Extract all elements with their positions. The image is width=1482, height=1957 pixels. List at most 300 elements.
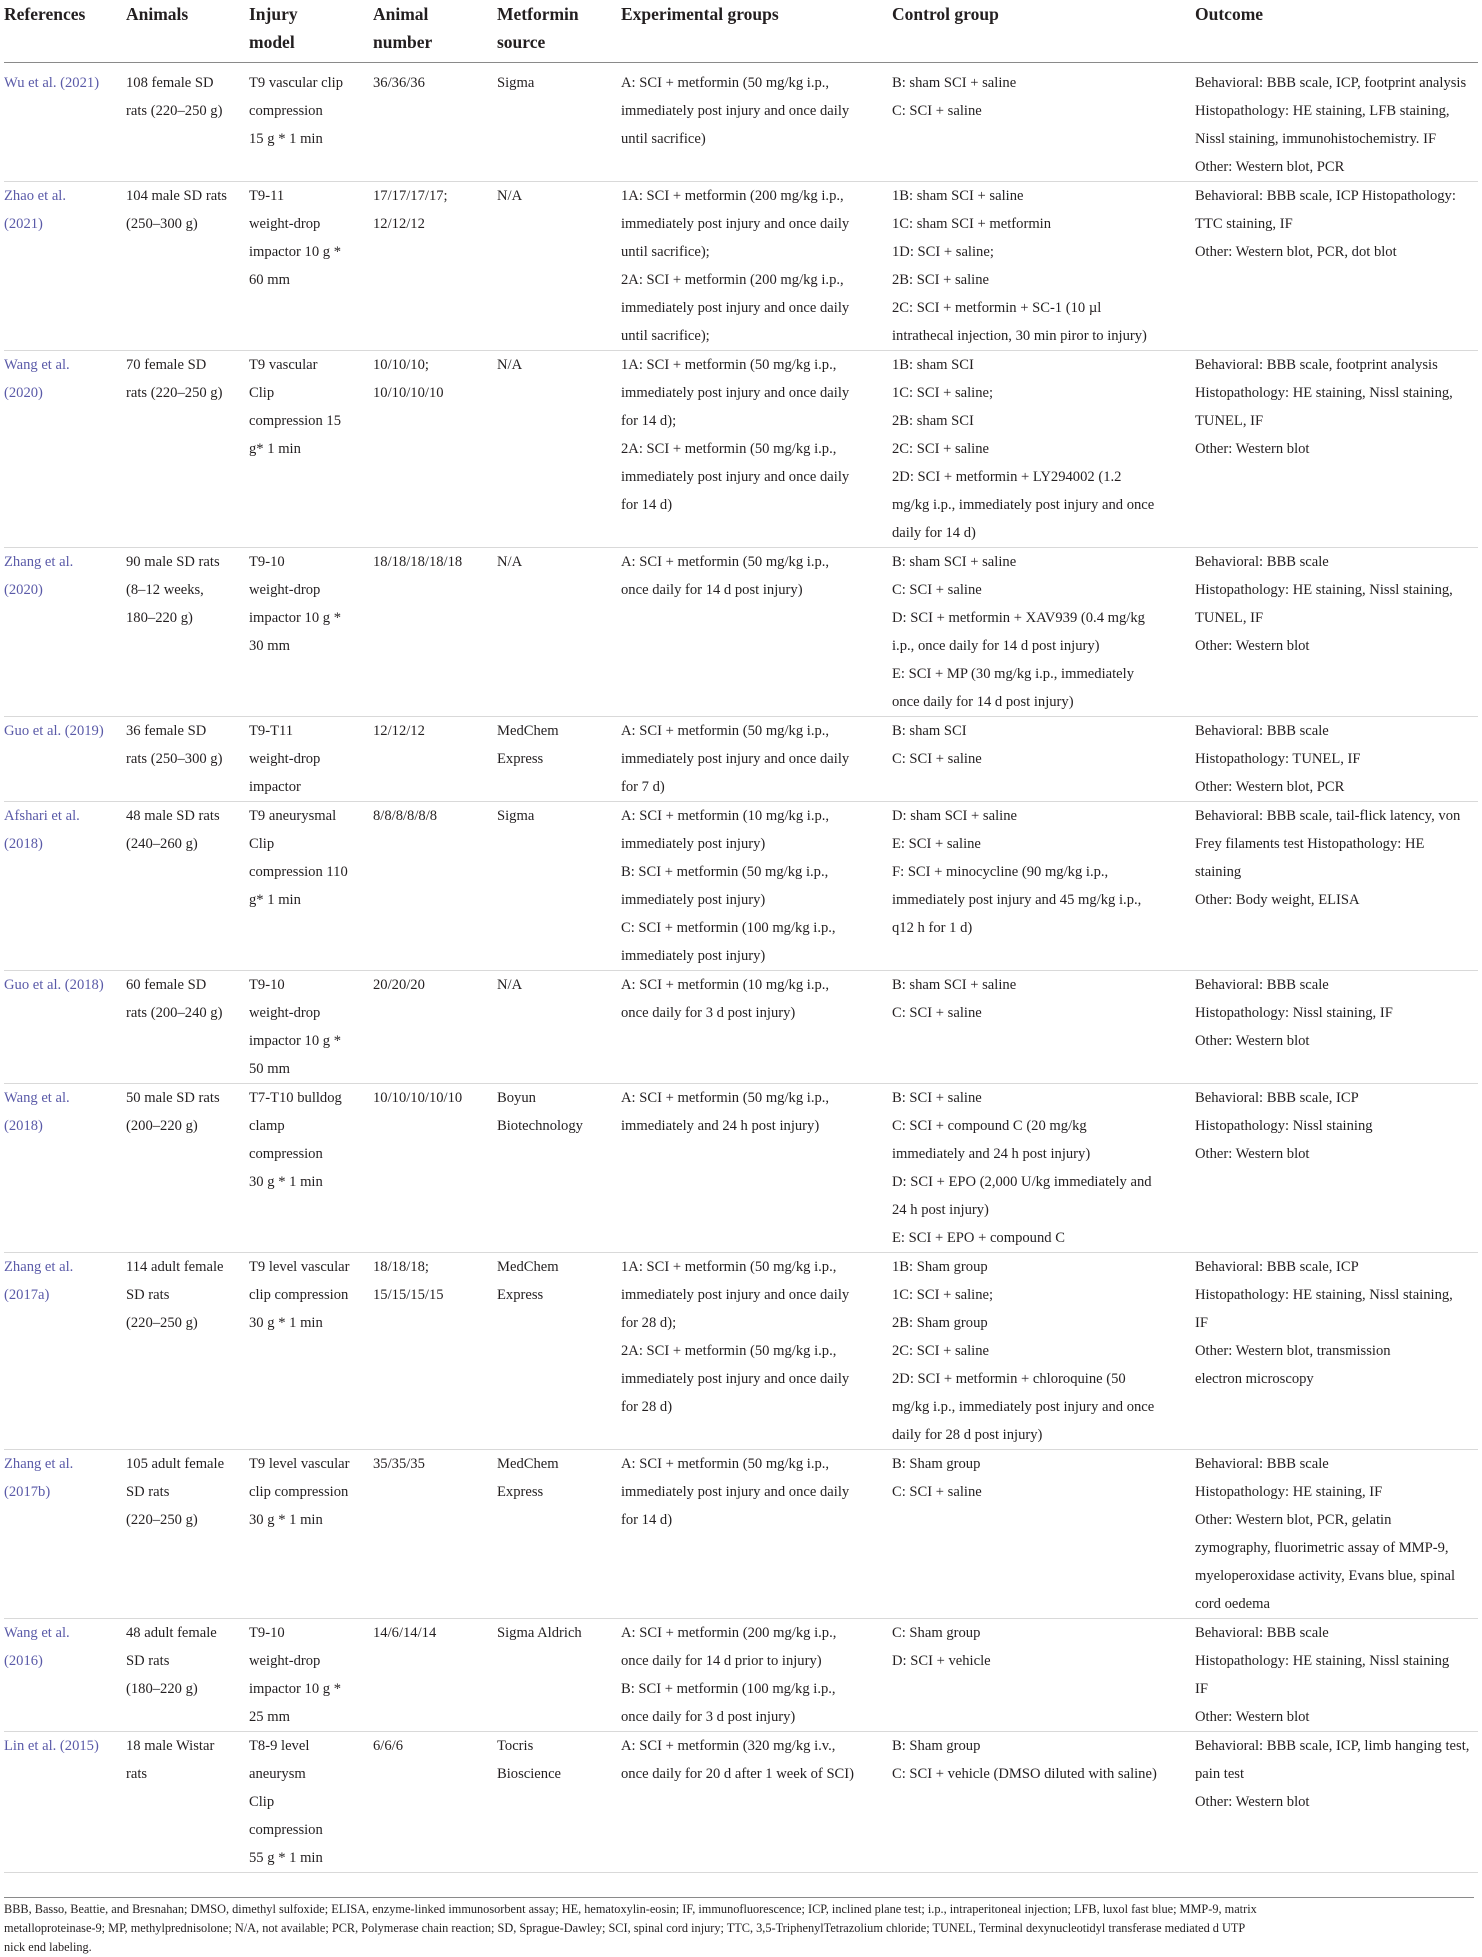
experimental-groups-cell-line: until sacrifice); [621, 243, 710, 260]
animal-number-cell [373, 1449, 497, 1618]
experimental-groups-cell-line: immediately post injury and once daily [621, 468, 850, 485]
control-group-cell-line: 1B: Sham group [892, 1258, 988, 1275]
outcome-cell-line: Histopathology: HE staining, Nissl staining, [1195, 1286, 1453, 1303]
animals-cell [126, 62, 249, 181]
table-row [4, 1449, 1478, 1618]
experimental-groups-cell-line: immediately and 24 h post injury) [621, 1117, 820, 1134]
source-cell-line: Boyun [497, 1089, 536, 1106]
animals-cell [126, 181, 249, 350]
source-cell [497, 1252, 621, 1449]
injury-model-cell-line: weight-drop [249, 1004, 321, 1021]
experimental-groups-cell-line: for 14 d); [621, 412, 677, 429]
control-group-cell [892, 1083, 1195, 1252]
control-group-cell [892, 1252, 1195, 1449]
reference-cell[interactable] [4, 1449, 126, 1618]
experimental-groups-cell-line: once daily for 14 d post injury) [621, 581, 803, 598]
reference-cell-line: Wang et al. [4, 1089, 70, 1106]
injury-model-cell-line: compression [249, 1821, 323, 1838]
table-footnote [4, 1897, 1474, 1957]
experimental-groups-cell [621, 1731, 892, 1872]
injury-model-cell-line: 60 mm [249, 271, 290, 288]
source-cell-line: Biotechnology [497, 1117, 583, 1134]
animal-number-cell-line: 15/15/15/15 [373, 1286, 444, 1303]
outcome-cell-line: Histopathology: HE staining, LFB staining, [1195, 102, 1450, 119]
injury-model-cell-line: 25 mm [249, 1708, 290, 1725]
reference-cell[interactable] [4, 1731, 126, 1872]
outcome-cell-line: Other: Western blot, PCR, gelatin [1195, 1511, 1392, 1528]
footnote-line: nick end labeling. [4, 1940, 92, 1954]
control-group-cell-line: D: SCI + EPO (2,000 U/kg immediately and [892, 1173, 1152, 1190]
control-group-cell-line: C: SCI + saline [892, 750, 982, 767]
source-cell [497, 970, 621, 1083]
outcome-cell-line: Other: Western blot [1195, 440, 1310, 457]
source-cell-line: N/A [497, 356, 523, 373]
column-header-animal-number [373, 0, 497, 62]
experimental-groups-cell-line: until sacrifice) [621, 130, 706, 147]
animals-cell [126, 1618, 249, 1731]
control-group-cell-line: B: SCI + saline [892, 1089, 982, 1106]
control-group-cell-line: C: SCI + vehicle (DMSO diluted with saline) [892, 1765, 1157, 1782]
experimental-groups-cell [621, 62, 892, 181]
injury-model-cell-line: T9-10 [249, 976, 285, 993]
injury-model-cell-line: T7-T10 bulldog [249, 1089, 342, 1106]
outcome-cell-line: Behavioral: BBB scale [1195, 976, 1329, 993]
animals-cell-line: (180–220 g) [126, 1680, 198, 1697]
source-cell [497, 1731, 621, 1872]
animals-cell-line: 48 adult female [126, 1624, 217, 1641]
injury-model-cell-line: impactor 10 g * [249, 1032, 342, 1049]
experimental-groups-cell [621, 801, 892, 970]
animal-number-cell-line: 14/6/14/14 [373, 1624, 437, 1641]
column-header-line: Metformin [497, 4, 579, 24]
injury-model-cell-line: T9 level vascular [249, 1455, 350, 1472]
experimental-groups-cell-line: immediately post injury and once daily [621, 1286, 850, 1303]
injury-model-cell-line: impactor 10 g * [249, 243, 342, 260]
column-header-line: Animals [126, 4, 189, 24]
control-group-cell-line: B: sham SCI + saline [892, 976, 1017, 993]
control-group-cell-line: 1D: SCI + saline; [892, 243, 994, 260]
experimental-groups-cell-line: for 14 d) [621, 496, 673, 513]
outcome-cell [1195, 1618, 1478, 1731]
source-cell-line: Express [497, 1286, 544, 1303]
experimental-groups-cell [621, 350, 892, 547]
experimental-groups-cell [621, 1449, 892, 1618]
table-header [4, 0, 1478, 62]
source-cell-line: MedChem [497, 1258, 559, 1275]
animals-cell-line: SD rats [126, 1483, 170, 1500]
injury-model-cell [249, 1449, 373, 1618]
outcome-cell [1195, 716, 1478, 801]
outcome-cell [1195, 1449, 1478, 1618]
injury-model-cell-line: g* 1 min [249, 440, 301, 457]
animals-cell [126, 547, 249, 716]
control-group-cell-line: 2D: SCI + metformin + LY294002 (1.2 [892, 468, 1122, 485]
experimental-groups-cell-line: A: SCI + metformin (320 mg/kg i.v., [621, 1737, 836, 1754]
outcome-cell-line: IF [1195, 1314, 1208, 1331]
experimental-groups-cell-line: once daily for 20 d after 1 week of SCI) [621, 1765, 855, 1782]
table-row [4, 547, 1478, 716]
reference-cell[interactable] [4, 1618, 126, 1731]
source-cell [497, 1083, 621, 1252]
control-group-cell-line: 1C: SCI + saline; [892, 1286, 994, 1303]
reference-cell-line: (2017b) [4, 1483, 51, 1500]
control-group-cell-line: C: SCI + saline [892, 1483, 982, 1500]
animals-cell-line: SD rats [126, 1286, 170, 1303]
reference-cell[interactable] [4, 547, 126, 716]
experimental-groups-cell-line: A: SCI + metformin (50 mg/kg i.p., [621, 1455, 830, 1472]
outcome-cell-line: Other: Western blot [1195, 1708, 1310, 1725]
experimental-groups-cell-line: immediately post injury and once daily [621, 102, 850, 119]
injury-model-cell-line: Clip [249, 835, 275, 852]
animals-cell-line: (250–300 g) [126, 215, 198, 232]
animals-cell-line: rats (250–300 g) [126, 750, 223, 767]
animals-cell [126, 1731, 249, 1872]
animals-cell [126, 1449, 249, 1618]
animal-number-cell [373, 181, 497, 350]
animal-number-cell [373, 62, 497, 181]
control-group-cell-line: 2C: SCI + saline [892, 1342, 990, 1359]
animals-cell-line: 90 male SD rats [126, 553, 220, 570]
experimental-groups-cell [621, 970, 892, 1083]
source-cell [497, 350, 621, 547]
experimental-groups-cell-line: once daily for 14 d prior to injury) [621, 1652, 822, 1669]
experimental-groups-cell-line: immediately post injury and once daily [621, 750, 850, 767]
experimental-groups-cell-line: A: SCI + metformin (50 mg/kg i.p., [621, 74, 830, 91]
injury-model-cell [249, 1618, 373, 1731]
table-row [4, 350, 1478, 547]
injury-model-cell [249, 350, 373, 547]
control-group-cell [892, 801, 1195, 970]
control-group-cell-line: 2B: Sham group [892, 1314, 988, 1331]
control-group-cell-line: C: SCI + saline [892, 102, 982, 119]
column-header-line: Animal [373, 4, 429, 24]
injury-model-cell-line: compression 15 [249, 412, 342, 429]
animals-cell-line: (200–220 g) [126, 1117, 198, 1134]
experimental-groups-cell-line: until sacrifice); [621, 327, 710, 344]
injury-model-cell-line: T9 vascular clip [249, 74, 344, 91]
outcome-cell-line: Behavioral: BBB scale [1195, 722, 1329, 739]
control-group-cell-line: 2B: sham SCI [892, 412, 974, 429]
injury-model-cell [249, 1083, 373, 1252]
reference-cell-line: Zhang et al. [4, 553, 74, 570]
outcome-cell-line: cord oedema [1195, 1595, 1270, 1612]
column-header-outcome [1195, 0, 1478, 62]
table-row [4, 1618, 1478, 1731]
table-row [4, 1083, 1478, 1252]
control-group-cell-line: B: sham SCI + saline [892, 553, 1017, 570]
outcome-cell [1195, 801, 1478, 970]
animal-number-cell [373, 547, 497, 716]
experimental-groups-cell [621, 1252, 892, 1449]
control-group-cell-line: q12 h for 1 d) [892, 919, 973, 936]
control-group-cell-line: E: SCI + MP (30 mg/kg i.p., immediately [892, 665, 1134, 682]
experimental-groups-cell [621, 547, 892, 716]
control-group-cell-line: C: Sham group [892, 1624, 981, 1641]
outcome-cell-line: Behavioral: BBB scale, tail-flick latency, von [1195, 807, 1461, 824]
reference-cell-line: (2017a) [4, 1286, 50, 1303]
animals-cell-line: 104 male SD rats [126, 187, 227, 204]
source-cell-line: Express [497, 750, 544, 767]
table-row [4, 62, 1478, 181]
reference-cell-line: (2018) [4, 1117, 43, 1134]
control-group-cell-line: D: SCI + vehicle [892, 1652, 991, 1669]
injury-model-cell-line: clip compression [249, 1483, 349, 1500]
control-group-cell-line: 1C: sham SCI + metformin [892, 215, 1052, 232]
reference-cell-line: (2021) [4, 215, 43, 232]
control-group-cell-line: mg/kg i.p., immediately post injury and once [892, 496, 1155, 513]
reference-cell-line: Lin et al. (2015) [4, 1737, 99, 1754]
injury-model-cell-line: clamp [249, 1117, 285, 1134]
reference-cell[interactable] [4, 1252, 126, 1449]
experimental-groups-cell-line: A: SCI + metformin (10 mg/kg i.p., [621, 976, 830, 993]
outcome-cell-line: Behavioral: BBB scale, ICP Histopathology: [1195, 187, 1456, 204]
control-group-cell [892, 350, 1195, 547]
reference-cell-line: (2016) [4, 1652, 43, 1669]
outcome-cell [1195, 547, 1478, 716]
outcome-cell [1195, 1252, 1478, 1449]
injury-model-cell-line: T8-9 level [249, 1737, 310, 1754]
animal-number-cell-line: 12/12/12 [373, 722, 425, 739]
reference-cell[interactable] [4, 350, 126, 547]
outcome-cell-line: IF [1195, 1680, 1208, 1697]
experimental-groups-cell-line: 1A: SCI + metformin (50 mg/kg i.p., [621, 1258, 837, 1275]
control-group-cell-line: 1C: SCI + saline; [892, 384, 994, 401]
injury-model-cell-line: weight-drop [249, 1652, 321, 1669]
animals-cell [126, 1252, 249, 1449]
injury-model-cell-line: compression 110 [249, 863, 348, 880]
animal-number-cell [373, 350, 497, 547]
injury-model-cell-line: T9 vascular [249, 356, 318, 373]
outcome-cell-line: Histopathology: HE staining, IF [1195, 1483, 1383, 1500]
experimental-groups-cell-line: immediately post injury and once daily [621, 1370, 850, 1387]
injury-model-cell-line: aneurysm [249, 1765, 306, 1782]
table-body [4, 62, 1478, 1872]
studies-table [4, 0, 1478, 1873]
animal-number-cell-line: 36/36/36 [373, 74, 425, 91]
injury-model-cell-line: weight-drop [249, 215, 321, 232]
animals-cell [126, 801, 249, 970]
injury-model-cell-line: T9-10 [249, 553, 285, 570]
source-cell-line: Express [497, 1483, 544, 1500]
column-header-line: source [497, 32, 546, 52]
animals-cell-line: (240–260 g) [126, 835, 198, 852]
injury-model-cell-line: T9-T11 [249, 722, 294, 739]
animal-number-cell-line: 20/20/20 [373, 976, 425, 993]
experimental-groups-cell-line: A: SCI + metformin (200 mg/kg i.p., [621, 1624, 837, 1641]
animals-cell-line: rats [126, 1765, 148, 1782]
control-group-cell-line: 1B: sham SCI + saline [892, 187, 1024, 204]
control-group-cell-line: 2C: SCI + metformin + SC-1 (10 µl [892, 299, 1102, 316]
outcome-cell-line: Other: Western blot [1195, 1793, 1310, 1810]
experimental-groups-cell-line: B: SCI + metformin (50 mg/kg i.p., [621, 863, 829, 880]
outcome-cell-line: TUNEL, IF [1195, 609, 1264, 626]
reference-cell-line: Wu et al. (2021) [4, 74, 100, 91]
source-cell-line: Sigma [497, 74, 535, 91]
outcome-cell-line: Behavioral: BBB scale, ICP [1195, 1089, 1359, 1106]
outcome-cell-line: Histopathology: TUNEL, IF [1195, 750, 1361, 767]
outcome-cell-line: myeloperoxidase activity, Evans blue, spinal [1195, 1567, 1456, 1584]
source-cell-line: N/A [497, 976, 523, 993]
animals-cell-line: rats (220–250 g) [126, 102, 223, 119]
animals-cell-line: 18 male Wistar [126, 1737, 215, 1754]
animal-number-cell-line: 17/17/17/17; [373, 187, 448, 204]
control-group-cell-line: intrathecal injection, 30 min piror to injury) [892, 327, 1147, 344]
table-row [4, 181, 1478, 350]
experimental-groups-cell-line: 2A: SCI + metformin (50 mg/kg i.p., [621, 1342, 837, 1359]
animal-number-cell [373, 1252, 497, 1449]
reference-cell-line: Guo et al. (2019) [4, 722, 104, 739]
experimental-groups-cell-line: immediately post injury) [621, 835, 766, 852]
column-header-line: Outcome [1195, 4, 1264, 24]
injury-model-cell-line: 30 g * 1 min [249, 1511, 323, 1528]
injury-model-cell [249, 716, 373, 801]
column-header-control-group [892, 0, 1195, 62]
outcome-cell [1195, 181, 1478, 350]
outcome-cell-line: zymography, fluorimetric assay of MMP-9, [1195, 1539, 1449, 1556]
experimental-groups-cell-line: 2A: SCI + metformin (200 mg/kg i.p., [621, 271, 844, 288]
experimental-groups-cell-line: A: SCI + metformin (10 mg/kg i.p., [621, 807, 830, 824]
control-group-cell-line: B: sham SCI + saline [892, 74, 1017, 91]
column-header-line: number [373, 32, 433, 52]
animals-cell-line: 36 female SD [126, 722, 207, 739]
reference-cell[interactable] [4, 716, 126, 801]
source-cell [497, 1449, 621, 1618]
injury-model-cell [249, 547, 373, 716]
outcome-cell-line: staining [1195, 863, 1242, 880]
header-row [4, 0, 1478, 62]
control-group-cell [892, 1731, 1195, 1872]
reference-cell[interactable] [4, 970, 126, 1083]
animal-number-cell-line: 18/18/18; [373, 1258, 429, 1275]
injury-model-cell-line: impactor [249, 778, 301, 795]
outcome-cell [1195, 350, 1478, 547]
experimental-groups-cell-line: for 28 d); [621, 1314, 677, 1331]
animals-cell [126, 716, 249, 801]
injury-model-cell-line: T9 level vascular [249, 1258, 350, 1275]
experimental-groups-cell-line: A: SCI + metformin (50 mg/kg i.p., [621, 722, 830, 739]
control-group-cell-line: 2D: SCI + metformin + chloroquine (50 [892, 1370, 1126, 1387]
reference-cell-line: Zhao et al. [4, 187, 66, 204]
experimental-groups-cell-line: immediately post injury) [621, 891, 766, 908]
animals-cell-line: rats (200–240 g) [126, 1004, 223, 1021]
outcome-cell-line: Other: Western blot, PCR, dot blot [1195, 243, 1397, 260]
experimental-groups-cell-line: B: SCI + metformin (100 mg/kg i.p., [621, 1680, 836, 1697]
injury-model-cell-line: g* 1 min [249, 891, 301, 908]
outcome-cell [1195, 1731, 1478, 1872]
experimental-groups-cell [621, 181, 892, 350]
outcome-cell-line: Other: Western blot, transmission [1195, 1342, 1391, 1359]
outcome-cell [1195, 62, 1478, 181]
source-cell [497, 1618, 621, 1731]
animal-number-cell [373, 716, 497, 801]
injury-model-cell-line: compression [249, 102, 323, 119]
animals-cell-line: 108 female SD [126, 74, 214, 91]
animal-number-cell-line: 10/10/10; [373, 356, 429, 373]
animal-number-cell [373, 1731, 497, 1872]
column-header-line: Experimental groups [621, 4, 779, 24]
animal-number-cell-line: 12/12/12 [373, 215, 425, 232]
animal-number-cell-line: 18/18/18/18/18 [373, 553, 463, 570]
control-group-cell-line: D: sham SCI + saline [892, 807, 1017, 824]
experimental-groups-cell-line: immediately post injury and once daily [621, 1483, 850, 1500]
experimental-groups-cell-line: A: SCI + metformin (50 mg/kg i.p., [621, 1089, 830, 1106]
outcome-cell [1195, 1083, 1478, 1252]
source-cell [497, 547, 621, 716]
outcome-cell-line: Nissl staining, immunohistochemistry. IF [1195, 130, 1437, 147]
animal-number-cell-line: 8/8/8/8/8/8 [373, 807, 438, 824]
control-group-cell-line: immediately post injury and 45 mg/kg i.p., [892, 891, 1142, 908]
experimental-groups-cell-line: immediately post injury and once daily [621, 215, 850, 232]
table-row [4, 1252, 1478, 1449]
outcome-cell-line: pain test [1195, 1765, 1245, 1782]
outcome-cell-line: TTC staining, IF [1195, 215, 1293, 232]
outcome-cell-line: Behavioral: BBB scale [1195, 1455, 1329, 1472]
source-cell-line: Sigma [497, 807, 535, 824]
experimental-groups-cell [621, 1618, 892, 1731]
animals-cell-line: SD rats [126, 1652, 170, 1669]
experimental-groups-cell-line: 2A: SCI + metformin (50 mg/kg i.p., [621, 440, 837, 457]
column-header-experimental-groups [621, 0, 892, 62]
experimental-groups-cell-line: for 28 d) [621, 1398, 673, 1415]
animals-cell [126, 970, 249, 1083]
experimental-groups-cell-line: A: SCI + metformin (50 mg/kg i.p., [621, 553, 830, 570]
source-cell-line: Sigma Aldrich [497, 1624, 582, 1641]
control-group-cell [892, 1449, 1195, 1618]
control-group-cell-line: immediately and 24 h post injury) [892, 1145, 1091, 1162]
experimental-groups-cell [621, 716, 892, 801]
table-row [4, 716, 1478, 801]
outcome-cell-line: Behavioral: BBB scale, ICP, footprint analysis [1195, 74, 1467, 91]
injury-model-cell-line: 15 g * 1 min [249, 130, 323, 147]
reference-cell[interactable] [4, 181, 126, 350]
control-group-cell-line: 2B: SCI + saline [892, 271, 990, 288]
animals-cell-line: 105 adult female [126, 1455, 225, 1472]
footnote-line: metalloproteinase-9; MP, methylprednisolone; N/A, not available; PCR, Polymerase chain reaction; SD, Sprague-Dawley; SCI, spinal cord injury; TTC, 3,5-TriphenylTetrazolium chloride; TUNEL, Terminal dexynucleotidyl transferase mediated d UTP [4, 1921, 1246, 1935]
reference-cell[interactable] [4, 801, 126, 970]
control-group-cell-line: mg/kg i.p., immediately post injury and once [892, 1398, 1155, 1415]
outcome-cell-line: Histopathology: HE staining, Nissl staining, [1195, 581, 1453, 598]
reference-cell-line: (2020) [4, 384, 43, 401]
column-header-line: References [4, 4, 86, 24]
footnote-line: BBB, Basso, Beattie, and Bresnahan; DMSO, dimethyl sulfoxide; ELISA, enzyme-linked immunosorbent assay; HE, hematoxylin-eosin; IF, immunofluorescence; ICP, inclined plane test; i.p., intraperitoneal injection; LFB, luxol fast blue; MMP-9, matrix [4, 1902, 1257, 1916]
outcome-cell-line: Behavioral: BBB scale [1195, 1624, 1329, 1641]
injury-model-cell [249, 62, 373, 181]
experimental-groups-cell-line: once daily for 3 d post injury) [621, 1004, 796, 1021]
source-cell [497, 716, 621, 801]
animals-cell-line: (8–12 weeks, [126, 581, 204, 598]
reference-cell[interactable] [4, 1083, 126, 1252]
control-group-cell-line: C: SCI + saline [892, 581, 982, 598]
outcome-cell-line: Histopathology: HE staining, Nissl staining [1195, 1652, 1450, 1669]
injury-model-cell-line: T9 aneurysmal [249, 807, 337, 824]
reference-cell[interactable] [4, 62, 126, 181]
table-row [4, 1731, 1478, 1872]
experimental-groups-cell [621, 1083, 892, 1252]
experimental-groups-cell-line: immediately post injury) [621, 947, 766, 964]
experimental-groups-cell-line: C: SCI + metformin (100 mg/kg i.p., [621, 919, 836, 936]
outcome-cell-line: Other: Western blot, PCR [1195, 158, 1345, 175]
control-group-cell-line: B: Sham group [892, 1455, 981, 1472]
reference-cell-line: (2018) [4, 835, 43, 852]
reference-cell-line: (2020) [4, 581, 43, 598]
source-cell-line: N/A [497, 187, 523, 204]
animals-cell-line: 180–220 g) [126, 609, 193, 626]
experimental-groups-cell-line: once daily for 3 d post injury) [621, 1708, 796, 1725]
control-group-cell [892, 62, 1195, 181]
reference-cell-line: Wang et al. [4, 356, 70, 373]
outcome-cell-line: Other: Western blot [1195, 637, 1310, 654]
animals-cell-line: 48 male SD rats [126, 807, 220, 824]
